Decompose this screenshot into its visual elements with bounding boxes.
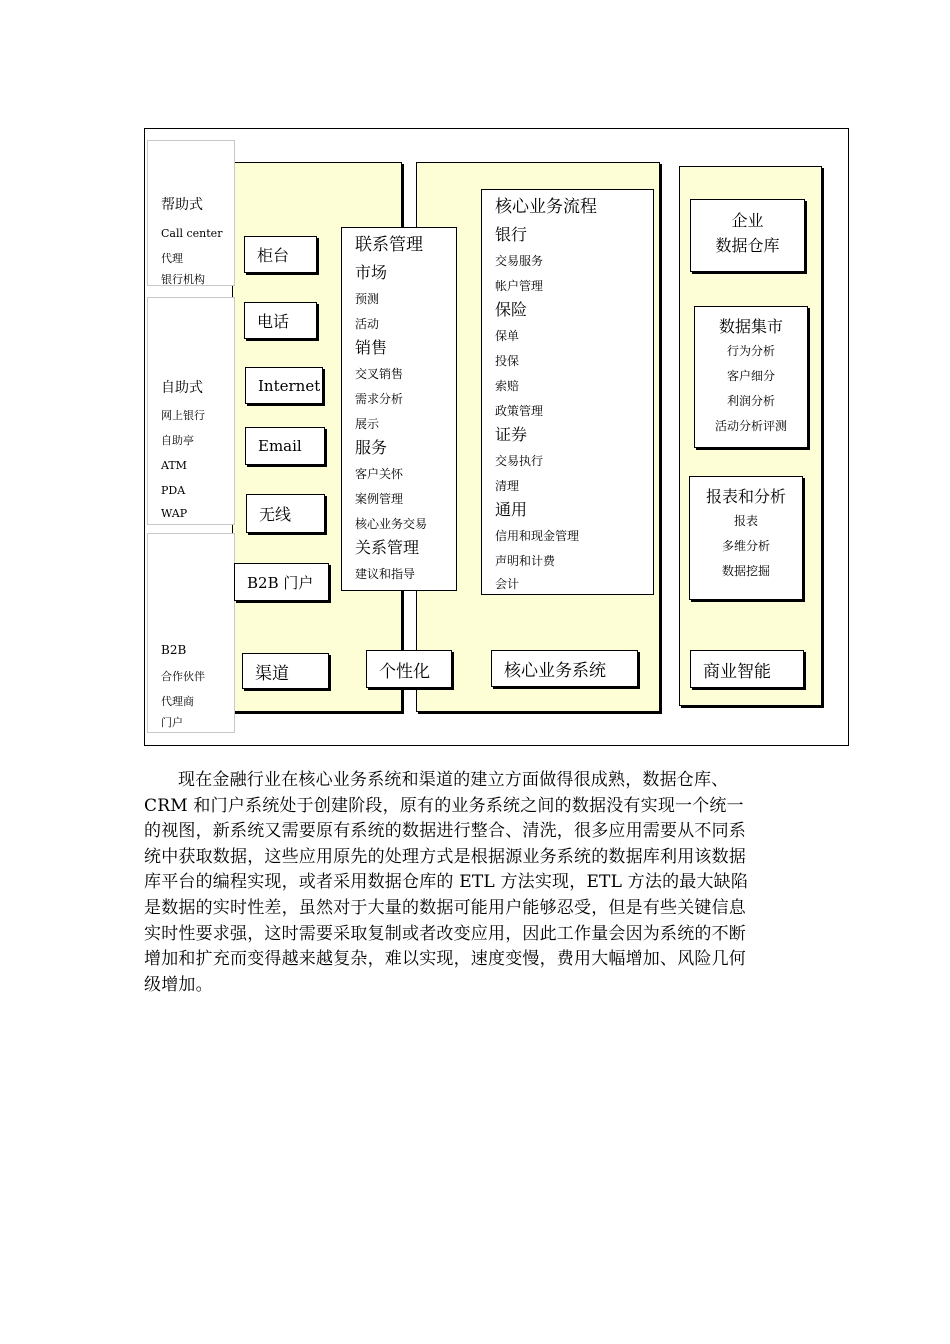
list-item: 交叉销售 (355, 367, 404, 381)
list-item: 展示 (355, 417, 380, 431)
assisted-item: Call center (161, 227, 223, 240)
email-channel-box: Email (245, 427, 325, 465)
self-service-item: PDA (161, 484, 186, 497)
self-service-item: ATM (161, 459, 187, 472)
assisted-item: 银行机构 (161, 273, 205, 286)
data-mart-item: 利润分析 (726, 394, 775, 408)
reports-item: 报表 (733, 514, 758, 528)
personalization-list (341, 227, 457, 591)
paragraph-line: 统中获取数据，这些应用原先的处理方式是根据源业务系统的数据库利用该数据 (144, 846, 746, 867)
list-item: 声明和计费 (495, 554, 556, 568)
list-item: 信用和现金管理 (495, 529, 580, 543)
list-item: 清理 (495, 479, 520, 493)
paragraph-line: 是数据的实时性差，虽然对于大量的数据可能用户能够忍受，但是有些关键信息 (144, 897, 746, 918)
list-heading: 关系管理 (355, 538, 420, 557)
paragraph-line: 的视图，新系统又需要原有系统的数据进行整合、清洗，很多应用需要从不同系 (144, 821, 746, 842)
list-item: 帐户管理 (495, 279, 544, 293)
assisted-group (147, 140, 235, 286)
internet-channel-box: Internet (245, 367, 323, 404)
core-process-list (481, 189, 654, 595)
phone-channel-box: 电话 (244, 302, 317, 339)
b2b-item: 门户 (161, 716, 183, 729)
list-heading: 通用 (495, 500, 528, 519)
reports-title: 报表和分析 (705, 487, 786, 506)
counter-channel-box: 柜台 (244, 236, 317, 273)
list-item: 会计 (495, 577, 520, 591)
body-paragraph (144, 768, 808, 998)
list-item: 政策管理 (495, 404, 544, 418)
list-item: 需求分析 (355, 392, 404, 406)
list-heading: 银行 (495, 225, 528, 244)
channels-label: 渠道 (242, 653, 329, 689)
wireless-channel-box: 无线 (246, 494, 325, 533)
list-heading: 证券 (495, 425, 528, 444)
bi-label: 商业智能 (690, 650, 804, 688)
data-mart-title: 数据集市 (718, 317, 783, 336)
self-service-item: 网上银行 (161, 409, 205, 422)
b2b-item: 代理商 (161, 695, 194, 708)
paragraph-line: 实时性要求强，这时需要采取复制或者改变应用，因此工作量会因为系统的不断 (144, 923, 746, 944)
self-service-group (147, 297, 235, 525)
data-mart-item: 活动分析评测 (714, 419, 787, 433)
list-item: 索赔 (495, 379, 520, 393)
list-heading: 服务 (355, 438, 388, 457)
reports-item: 多维分析 (721, 539, 770, 553)
b2b-title: B2B (161, 643, 187, 657)
reports-item: 数据挖掘 (721, 564, 770, 578)
list-item: 建议和指导 (355, 567, 416, 581)
warehouse-line: 数据仓库 (715, 236, 780, 255)
data-mart-item: 行为分析 (726, 344, 775, 358)
warehouse-line: 企业 (731, 211, 764, 230)
reports-box (689, 476, 803, 600)
list-heading: 销售 (355, 338, 388, 357)
paragraph-line: 增加和扩充而变得越来越复杂，难以实现，速度变慢，费用大幅增加、风险几何 (144, 949, 746, 970)
b2b-item: 合作伙伴 (161, 670, 205, 683)
paragraph-line: 级增加。 (144, 974, 213, 995)
list-item: 客户关怀 (355, 467, 404, 481)
list-heading: 联系管理 (355, 235, 423, 255)
b2b-group (147, 533, 235, 733)
list-item: 交易执行 (495, 454, 544, 468)
assisted-item: 代理 (161, 252, 183, 265)
list-item: 预测 (355, 292, 380, 306)
list-item: 活动 (355, 317, 380, 331)
core-system-label: 核心业务系统 (491, 650, 638, 687)
self-service-item: 自助亭 (161, 434, 194, 447)
paragraph-line: 库平台的编程实现，或者采用数据仓库的 ETL 方法实现，ETL 方法的最大缺陷 (144, 872, 749, 893)
list-item: 保单 (495, 329, 520, 343)
list-item: 投保 (495, 354, 520, 368)
list-item: 交易服务 (495, 254, 544, 268)
list-item: 案例管理 (355, 492, 404, 506)
list-item: 核心业务交易 (355, 517, 428, 531)
list-heading: 保险 (495, 300, 528, 319)
data-mart-item: 客户细分 (726, 369, 775, 383)
data-warehouse-box (690, 199, 805, 272)
list-heading: 核心业务流程 (495, 197, 597, 217)
b2b-portal-box: B2B 门户 (234, 563, 329, 601)
data-mart-box (694, 306, 808, 448)
self-service-item: WAP (161, 507, 188, 520)
personalization-label: 个性化 (366, 650, 452, 688)
paragraph-line: 现在金融行业在核心业务系统和渠道的建立方面做得很成熟，数据仓库、 (178, 770, 729, 790)
list-heading: 市场 (355, 263, 388, 282)
self-service-title: 自助式 (161, 380, 203, 396)
assisted-title: 帮助式 (161, 197, 203, 213)
paragraph-line: CRM 和门户系统处于创建阶段，原有的业务系统之间的数据没有实现一个统一 (144, 795, 744, 816)
